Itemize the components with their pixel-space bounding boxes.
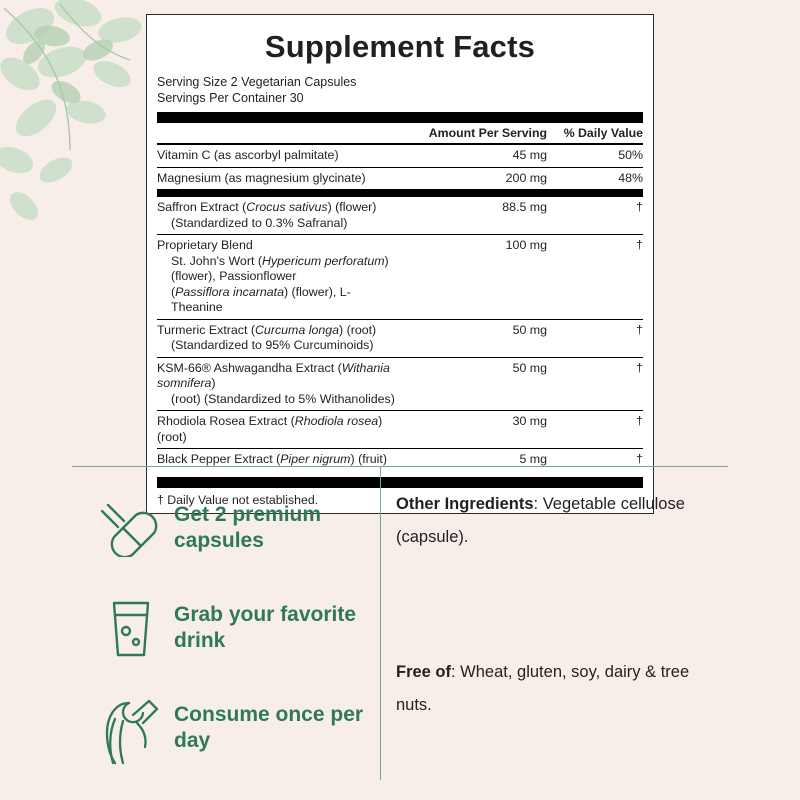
blend-detail-line2: (Passiflora incarnata) (flower), L-Theanine [171,284,351,314]
table-row [157,167,643,189]
supplement-facts-panel [146,14,654,514]
person-drinking-icon [88,689,174,767]
capsule-icon [88,499,174,557]
row-name-pre: Saffron Extract ( [157,200,247,214]
table-row [157,357,643,411]
row-name-post: ) (flower) [327,200,377,214]
row-name-pre: KSM-66® Ashwagandha Extract ( [157,360,342,375]
row-name-pre: Rhodiola Rosea Extract ( [157,414,295,428]
row-subnote: (Standardized to 95% Curcuminoids) [171,338,374,352]
row-daily-value: † [547,197,643,235]
table-header [157,123,643,145]
row-name-post: ) (root) [157,414,383,444]
row-subnote: (Standardized to 0.3% Safranal) [171,215,348,230]
row-name: Vitamin C (as ascorbyl palmitate) [157,148,339,162]
table-row [157,145,643,167]
row-name-italic: Curcuma longa [254,322,340,337]
horizontal-divider [72,466,728,467]
table-row [157,319,643,357]
row-daily-value: † [547,319,643,357]
table-row [157,235,643,320]
free-of-text: : Wheat, gluten, soy, dairy & tree nuts. [396,663,690,714]
other-ingredients [396,488,726,554]
table-row [157,449,643,471]
other-ingredients-text: : Vegetable cellulose (capsule). [396,495,685,546]
row-name-post: ) (root) [339,322,377,337]
row-name-pre: Turmeric Extract ( [157,322,255,337]
row-daily-value: † [547,357,643,411]
vertical-divider [380,466,381,780]
row-name: Proprietary Blend [157,238,253,252]
rule-thick-top [157,112,643,123]
row-name-pre: Black Pepper Extract ( [157,452,281,466]
list-item [88,680,378,776]
row-amount: 50 mg [397,357,547,411]
nutrition-table-blend [157,197,643,471]
usage-steps [88,480,378,780]
row-amount: 45 mg [397,145,547,167]
row-subnote: (root) (Standardized to 5% Withanolides) [171,391,395,406]
row-name-italic: Withania somnifera [157,360,390,390]
other-ingredients-label: Other Ingredients [396,495,534,513]
list-item [88,480,378,576]
row-name-italic: Piper nigrum [280,452,351,466]
row-daily-value: 50% [547,145,643,167]
row-daily-value: 48% [618,170,643,185]
free-of [396,656,726,722]
footnote: † Daily Value not established. [157,492,319,507]
table-row [157,411,643,449]
drinking-glass-icon [88,595,174,661]
row-amount: 30 mg [397,411,547,449]
servings-per-container: Servings Per Container 30 [157,90,304,105]
rule-thick-mid [157,189,643,197]
row-amount: 100 mg [397,235,547,320]
ingredient-notes [396,488,726,714]
step-label: Grab your favorite drink [174,603,357,652]
step-label: Consume once per day [174,703,364,752]
row-amount: 200 mg [505,170,547,185]
row-daily-value: † [636,452,643,466]
page-title: Supplement Facts [264,29,536,64]
blend-detail-line1: St. John's Wort (Hypericum perforatum) (flower), Passionflower [171,253,389,283]
list-item [88,580,378,676]
column-header-daily-value: % Daily Value [563,126,643,140]
row-name-post: ) (fruit) [350,452,387,466]
serving-size: Serving Size 2 Vegetarian Capsules [157,75,357,89]
row-name-post: ) [211,376,216,390]
table-row [157,197,643,235]
step-label: Get 2 premium capsules [174,503,322,552]
row-daily-value: † [547,235,643,320]
column-header-amount: Amount Per Serving [428,126,547,140]
row-amount: 5 mg [519,452,547,466]
free-of-label: Free of [396,663,452,681]
row-name-italic: Crocus sativus [246,200,328,214]
nutrition-table [157,145,643,189]
row-name-italic: Rhodiola rosea [294,414,379,428]
row-daily-value: † [547,411,643,449]
row-name: Magnesium (as magnesium glycinate) [157,170,366,185]
row-amount: 88.5 mg [397,197,547,235]
row-amount: 50 mg [397,319,547,357]
